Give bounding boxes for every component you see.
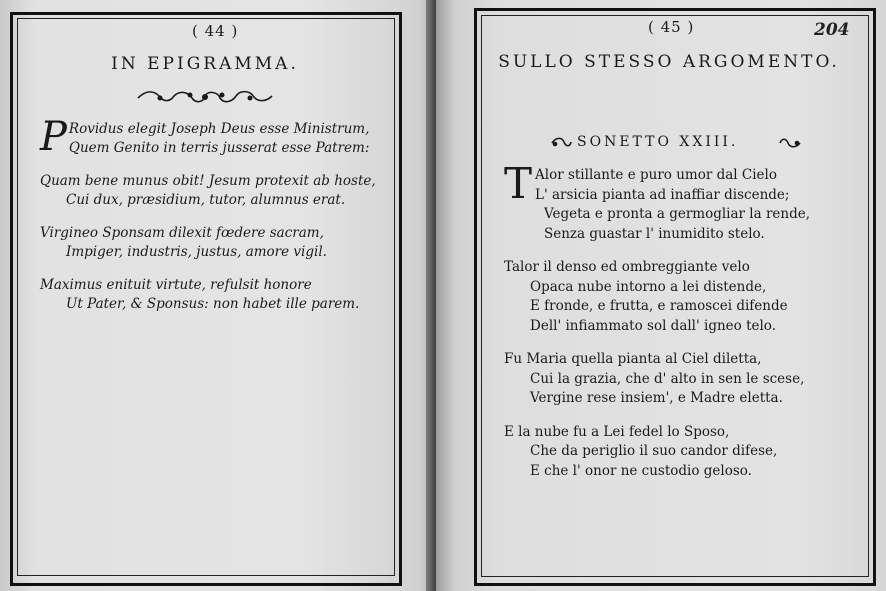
verse-line: Ut Pater, & Sponsus: non habet ille parem. — [66, 296, 360, 312]
stanza — [504, 350, 864, 409]
verse-line: Senza guastar l' inumidito stelo. — [544, 225, 765, 242]
stanza — [40, 224, 395, 262]
verse-line: Alor stillante e puro umor dal Cielo — [535, 167, 777, 183]
stanza — [40, 172, 395, 210]
stanza — [504, 159, 864, 244]
verse-line: Impiger, industris, justus, amore vigil. — [66, 244, 327, 260]
verse-line: E fronde, e frutta, e ramoscei difende — [530, 298, 788, 314]
verse-line: E che l' onor ne custodio geloso. — [530, 462, 752, 479]
stanza — [504, 423, 864, 482]
verse-line: Cui dux, præsidium, tutor, alumnus erat. — [66, 192, 346, 208]
page-title: IN EPIGRAMMA. — [111, 54, 299, 74]
stanza — [40, 114, 395, 160]
verse-line: E la nube fu a Lei fedel lo Sposo, — [504, 423, 730, 440]
verse-line: Maximus enituit virtute, refulsit honore — [40, 277, 312, 293]
verse-line: Opaca nube intorno a lei distende, — [530, 278, 767, 295]
drop-cap: T — [504, 159, 533, 208]
verse-line: Cui la grazia, che d' alto in sen le scese, — [530, 370, 805, 387]
sonnet-text — [504, 159, 864, 492]
page-title: SULLO STESSO ARGOMENTO. — [498, 52, 840, 72]
right-flourish-icon — [778, 136, 802, 150]
verse-line: Quem Genito in terris jusserat esse Patrem: — [68, 140, 370, 156]
handwritten-page-number: 204 — [814, 20, 850, 40]
verse-line: L' arsicia pianta ad inaffiar discende; — [535, 186, 790, 203]
verse-line: Virgineo Sponsam dilexit fœdere sacram, — [40, 225, 324, 241]
left-page — [0, 0, 436, 591]
page-number: ( 45 ) — [648, 18, 695, 36]
left-flourish-icon — [550, 136, 572, 150]
verse-line: Vergine rese insiem', e Madre eletta. — [530, 390, 783, 406]
epigram-text — [40, 114, 395, 325]
verse-line: Fu Maria quella pianta al Ciel diletta, — [504, 351, 762, 367]
stanza — [504, 258, 864, 336]
stanza — [40, 276, 395, 314]
page-number: ( 44 ) — [192, 22, 239, 40]
verse-line: Che da periglio il suo candor difese, — [530, 443, 778, 459]
verse-line: Vegeta e pronta a germogliar la rende, — [544, 206, 810, 222]
floral-ornament — [134, 88, 276, 106]
verse-line: Rovidus elegit Joseph Deus esse Ministrum, — [68, 121, 370, 137]
verse-line: Quam bene munus obit! Jesum protexit ab hoste, — [40, 173, 376, 189]
right-page — [436, 0, 886, 591]
verse-line: Dell' infiammato sol dall' igneo telo. — [530, 317, 776, 334]
verse-line: Talor il denso ed ombreggiante velo — [504, 259, 750, 275]
drop-cap: P — [40, 114, 67, 160]
sonnet-title: SONETTO XXIII. — [577, 134, 739, 150]
